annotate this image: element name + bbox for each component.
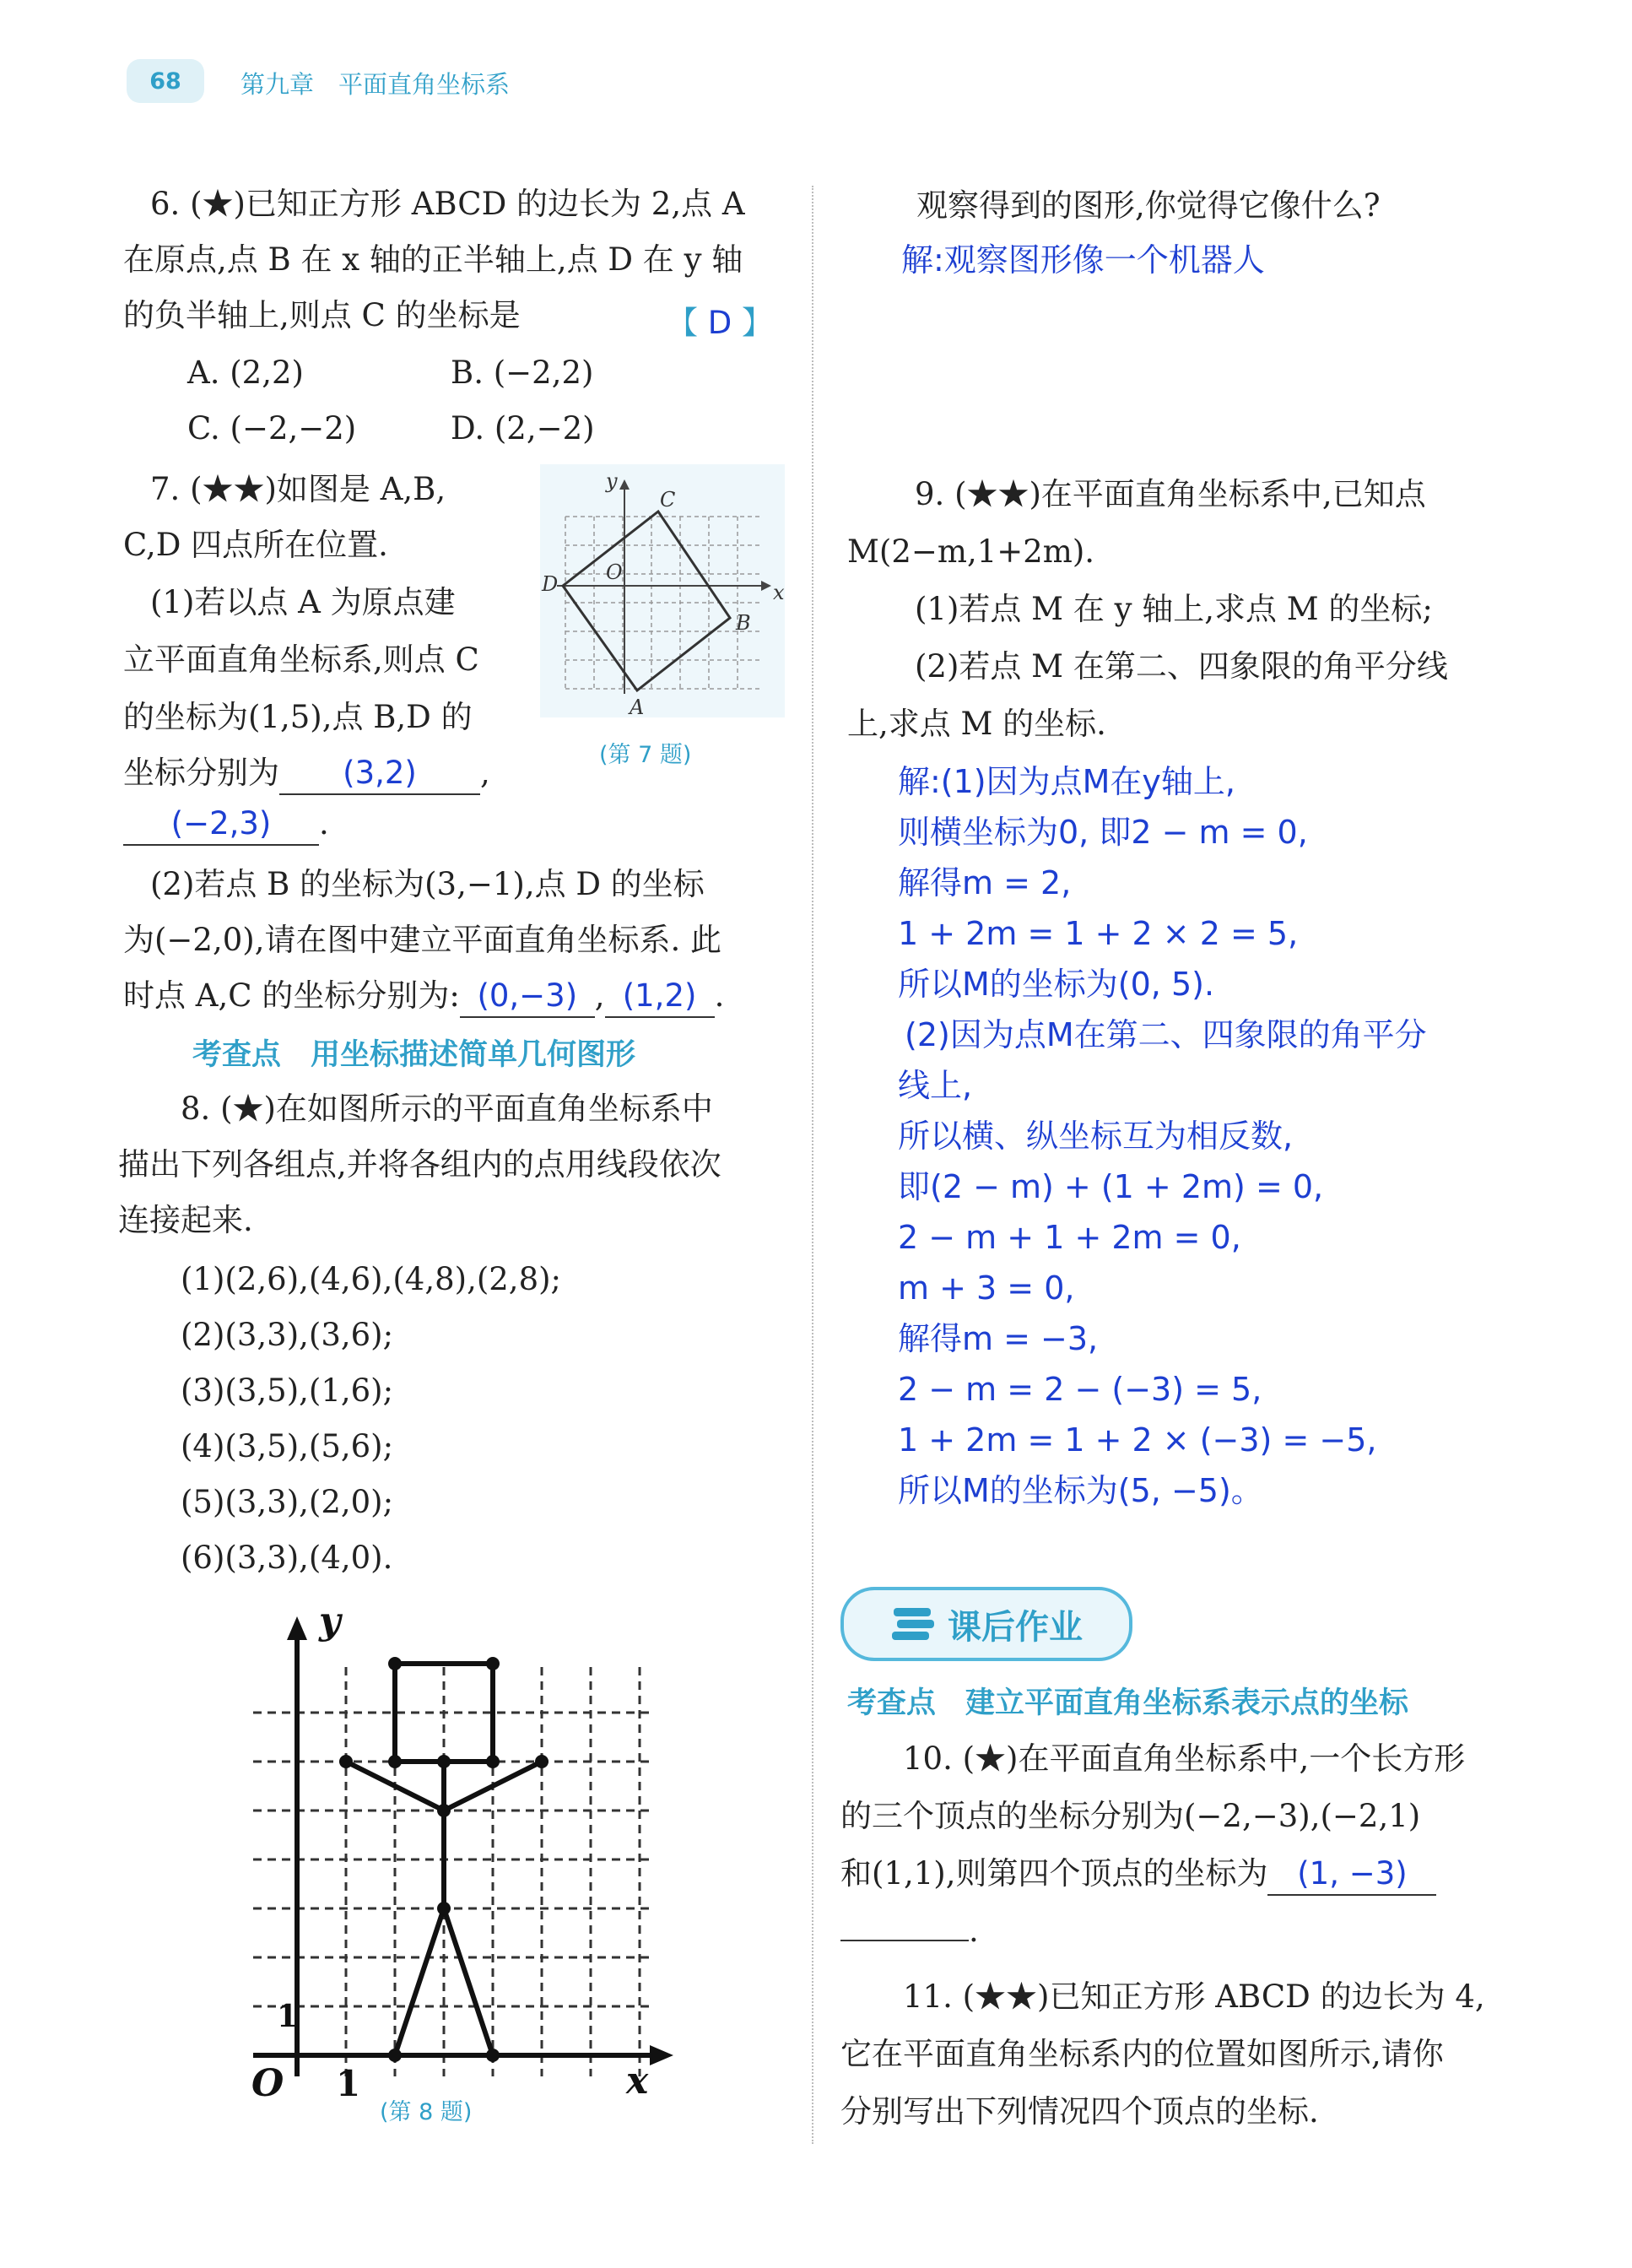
q10-line-4: . xyxy=(840,1911,979,1951)
q9-solution-line-15: 所以M的坐标为(5, −5)。 xyxy=(898,1472,1263,1509)
q6-line-1: 6. (★)已知正方形 ABCD 的边长为 2,点 A xyxy=(150,186,745,222)
q9-solution-line-6: (2)因为点M在第二、四象限的角平分 xyxy=(905,1016,1427,1053)
q9-solution-line-5: 所以M的坐标为(0, 5). xyxy=(898,966,1215,1003)
q10-answer: (1, −3) xyxy=(1267,1854,1436,1896)
q10-line-1: 10. (★)在平面直角坐标系中,一个长方形 xyxy=(903,1740,1466,1777)
q8-point xyxy=(388,2049,402,2062)
q7-part2-line-3-text: 时点 A,C 的坐标分别为 xyxy=(123,977,450,1014)
column-divider xyxy=(812,186,813,2144)
q8-point xyxy=(339,1755,353,1768)
q7-line-5: 的坐标为(1,5),点 B,D 的 xyxy=(123,699,473,735)
q6-option-b: B. (−2,2) xyxy=(451,355,594,391)
q8-x-arrow xyxy=(650,2045,673,2065)
q9-solution-line-14: 1 + 2m = 1 + 2 × (−3) = −5, xyxy=(898,1421,1377,1459)
q10-line-3-text: 和(1,1),则第四个顶点的坐标为 xyxy=(840,1855,1268,1892)
q7-answer-c: (1,2) xyxy=(605,976,715,1018)
q7-b-label: B xyxy=(736,611,751,635)
q7-d-label: D xyxy=(542,572,559,596)
q7-part2-line-2: 为(−2,0),请在图中建立平面直角坐标系. 此 xyxy=(123,922,721,958)
q10-line-3 xyxy=(840,1854,1436,1896)
q11-line-2: 它在平面直角坐标系内的位置如图所示,请你 xyxy=(840,2036,1444,2072)
q8-group-2: (2)(3,3),(3,6); xyxy=(181,1317,394,1353)
q9-solution-line-3: 解得m = 2, xyxy=(898,864,1072,901)
books-icon xyxy=(890,1605,936,1643)
q8-question-cont: 观察得到的图形,你觉得它像什么? xyxy=(916,187,1381,224)
q11-line-1: 11. (★★)已知正方形 ABCD 的边长为 4, xyxy=(903,1978,1485,2015)
q8-point xyxy=(486,1755,500,1768)
q7-line-4: 立平面直角坐标系,则点 C xyxy=(123,641,479,678)
q8-robot-segment-6 xyxy=(444,1908,493,2055)
q9-line-1: 9. (★★)在平面直角坐标系中,已知点 xyxy=(915,476,1426,512)
topic-heading-2: 考查点 建立平面直角坐标系表示点的坐标 xyxy=(847,1686,1409,1720)
q8-group-6: (6)(3,3),(4,0). xyxy=(181,1540,393,1576)
q8-robot-segment-5 xyxy=(395,1908,444,2055)
q7-figure xyxy=(540,464,785,734)
q7-part2-line-3: 时点 A,C 的坐标分别为: (0,−3) , (1,2) . xyxy=(123,976,724,1018)
q7-answer-d: (−2,3) xyxy=(123,804,319,846)
q7-y-label: y xyxy=(606,469,618,493)
q8-y-one-label: 1 xyxy=(277,1999,299,2034)
q7-answer-b: (3,2) xyxy=(279,753,480,795)
q6-option-a: A. (2,2) xyxy=(187,355,304,391)
q9-solution-line-9: 即(2 − m) + (1 + 2m) = 0, xyxy=(898,1168,1324,1205)
q6-answer-bracket: 【 D 】 xyxy=(667,305,774,341)
q8-point xyxy=(437,1755,451,1768)
q8-point xyxy=(486,2049,500,2062)
q9-solution-line-8: 所以横、纵坐标互为相反数, xyxy=(898,1118,1294,1155)
q9-solution-line-2: 则横坐标为0, 即2 − m = 0, xyxy=(898,814,1308,851)
q8-point xyxy=(437,1804,451,1817)
q8-line-2: 描出下列各组点,并将各组内的点用线段依次 xyxy=(118,1146,721,1183)
q8-point xyxy=(535,1755,549,1768)
q7-c-label: C xyxy=(660,488,676,512)
q6-option-c: C. (−2,−2) xyxy=(187,410,357,447)
q8-answer: 解:观察图形像一个机器人 xyxy=(901,241,1265,279)
topic-heading-1: 考查点 用坐标描述简单几何图形 xyxy=(192,1038,636,1072)
q7-line-6-text: 坐标分别为 xyxy=(123,755,279,791)
q9-solution-line-13: 2 − m = 2 − (−3) = 5, xyxy=(898,1371,1262,1408)
q7-part2-line-1: (2)若点 B 的坐标为(3,−1),点 D 的坐标 xyxy=(150,866,705,902)
q8-figure-caption: (第 8 题) xyxy=(380,2099,473,2125)
q8-y-arrow xyxy=(287,1616,307,1640)
homework-badge xyxy=(840,1587,1132,1661)
q6-line-2: 在原点,点 B 在 x 轴的正半轴上,点 D 在 y 轴 xyxy=(123,241,743,278)
q8-point xyxy=(486,1657,500,1670)
q9-solution-line-11: m + 3 = 0, xyxy=(898,1269,1075,1307)
q8-group-3: (3)(3,5),(1,6); xyxy=(181,1372,394,1409)
q9-solution-line-10: 2 − m + 1 + 2m = 0, xyxy=(898,1219,1241,1256)
chapter-title: 第九章 平面直角坐标系 xyxy=(240,70,511,99)
q9-line-3: (1)若点 M 在 y 轴上,求点 M 的坐标; xyxy=(915,591,1433,627)
q7-line-1: 7. (★★)如图是 A,B, xyxy=(150,471,446,507)
q9-solution-line-7: 线上, xyxy=(898,1067,973,1104)
q7-line-3: (1)若以点 A 为原点建 xyxy=(150,584,456,620)
q7-a-label: A xyxy=(630,696,645,719)
q8-line-3: 连接起来. xyxy=(118,1202,253,1238)
q9-line-4: (2)若点 M 在第二、四象限的角平分线 xyxy=(915,648,1448,685)
q7-figure-caption: (第 7 题) xyxy=(599,742,692,768)
q9-solution-line-1: 解:(1)因为点M在y轴上, xyxy=(898,763,1235,800)
q7-line-7: (−2,3) . xyxy=(123,804,329,846)
q11-line-3: 分别写出下列情况四个顶点的坐标. xyxy=(840,2093,1319,2130)
q7-origin-label: O xyxy=(606,560,623,584)
q10-line-2: 的三个顶点的坐标分别为(−2,−3),(−2,1) xyxy=(840,1798,1421,1834)
q8-group-5: (5)(3,3),(2,0); xyxy=(181,1484,394,1520)
q9-solution xyxy=(898,756,1427,1516)
q7-line-6: 坐标分别为 (3,2) , xyxy=(123,753,490,795)
q8-group-4: (4)(3,5),(5,6); xyxy=(181,1428,394,1464)
q6-line-3: 的负半轴上,则点 C 的坐标是 xyxy=(123,297,521,333)
homework-label: 课后作业 xyxy=(948,1607,1083,1647)
q9-line-5: 上,求点 M 的坐标. xyxy=(847,706,1106,742)
q8-point xyxy=(388,1755,402,1768)
q8-x-label: x xyxy=(626,2060,649,2103)
q8-point xyxy=(388,1657,402,1670)
q10-blank-cont xyxy=(840,1940,969,1941)
q8-grid xyxy=(253,1667,650,2076)
q9-solution-line-12: 解得m = −3, xyxy=(898,1320,1099,1357)
q8-figure xyxy=(228,1608,684,2106)
q6-option-d: D. (2,−2) xyxy=(451,410,595,447)
q7-answer-a: (0,−3) xyxy=(460,976,595,1018)
q8-point xyxy=(437,1902,451,1915)
q8-origin-label: O xyxy=(251,2062,284,2105)
q8-line-1: 8. (★)在如图所示的平面直角坐标系中 xyxy=(181,1091,713,1127)
q8-y-label: y xyxy=(319,1608,341,1643)
q9-line-2: M(2−m,1+2m). xyxy=(847,533,1095,570)
q9-solution-line-4: 1 + 2m = 1 + 2 × 2 = 5, xyxy=(898,915,1299,952)
q7-x-label: x xyxy=(773,581,785,604)
page-number: 68 xyxy=(127,59,204,103)
q8-group-1: (1)(2,6),(4,6),(4,8),(2,8); xyxy=(181,1261,562,1297)
q6-answer: D xyxy=(707,305,732,341)
q8-x-one-label: 1 xyxy=(336,2063,361,2104)
q7-line-2: C,D 四点所在位置. xyxy=(123,527,388,563)
